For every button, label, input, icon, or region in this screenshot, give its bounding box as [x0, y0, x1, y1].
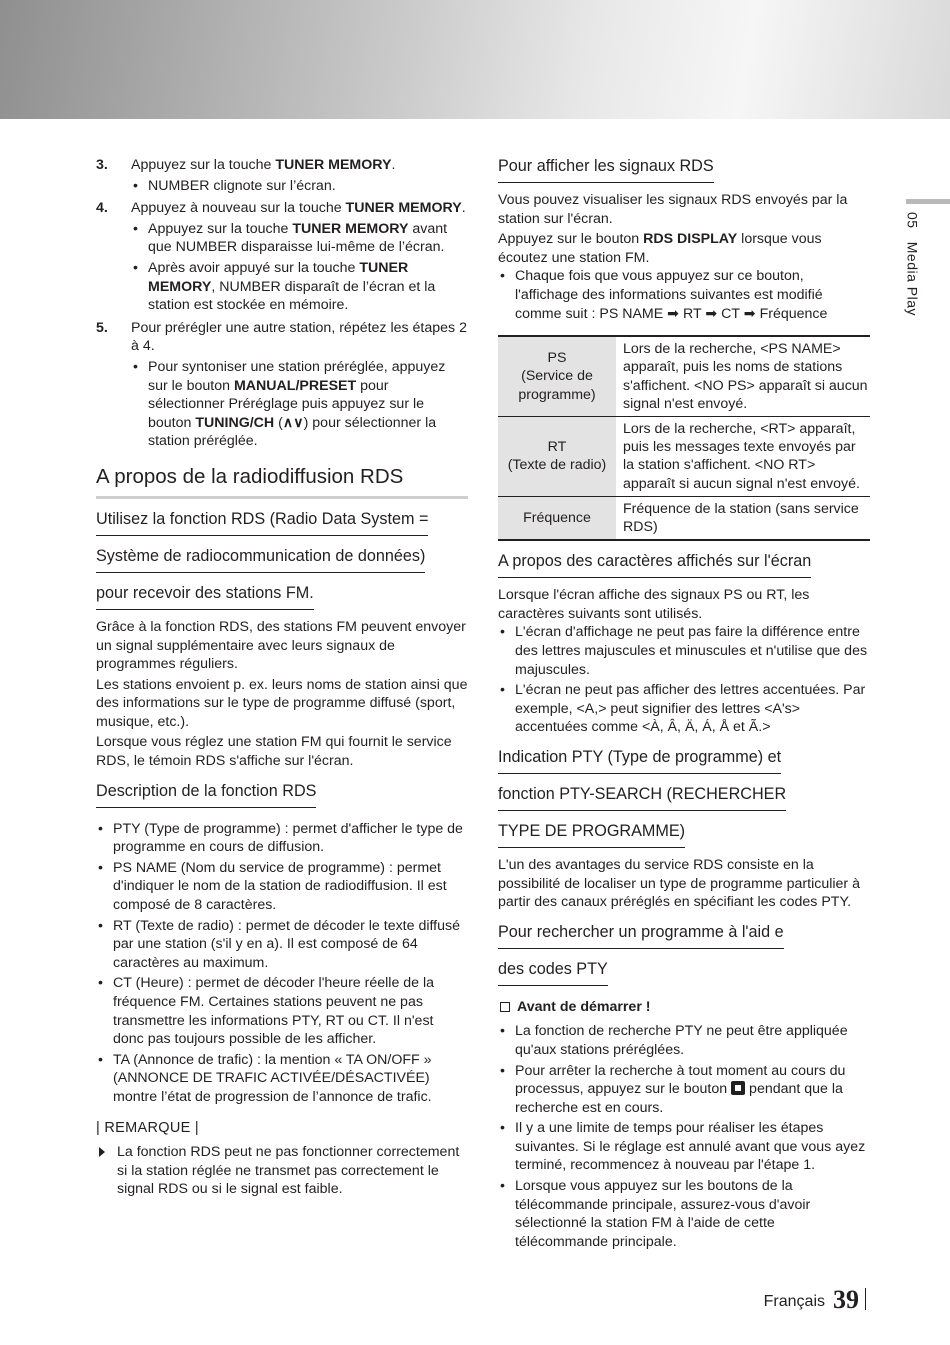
chapter-title: Media Play — [904, 241, 921, 317]
signals-list — [498, 267, 870, 323]
desc-heading-wrap — [96, 781, 468, 808]
stop-button-icon — [731, 1081, 745, 1095]
footer-language: Français — [763, 1293, 825, 1311]
list-item: • RT (Texte de radio) : permet de décoder le texte diffusé par une station (s'il y en a). Il est composé de 64 caractères au maximum. — [96, 917, 468, 973]
list-item: • L'écran ne peut pas afficher des lettres accentuées. Par exemple, <A,> peut signifier des lettres <A's> accentuées comme <À, Â, Ä, Á, Å et Ã.> — [498, 681, 870, 737]
step-4 — [96, 199, 468, 315]
bullet-text: Pour syntoniser une station préréglée, appuyez sur le bouton — [148, 358, 446, 394]
desc-list — [96, 820, 468, 1107]
bullet-text: , NUMBER disparaît de l’écran et la station est stockée en mémoire. — [148, 278, 436, 314]
step-bullet — [131, 220, 468, 257]
page-header-band — [0, 0, 950, 119]
list-item: • Chaque fois que vous appuyez sur ce bouton, l'affichage des informations suivantes est modifié comme suit : PS NAME ➡ RT ➡ CT ➡ Fréquence — [498, 267, 870, 323]
para-text: Appuyez sur le bouton — [498, 231, 644, 248]
step-punct: . — [391, 157, 396, 173]
footer-divider — [865, 1288, 866, 1310]
bullet-key: TUNER MEMORY — [148, 259, 409, 295]
step-5 — [96, 319, 468, 451]
bullet-text: pour sélectionner Préréglage puis appuyez sur le bouton — [148, 377, 425, 431]
pty-heading-line: fonction PTY-SEARCH (RECHERCHER — [498, 784, 786, 811]
chapter-tab-marker — [906, 199, 950, 204]
list-item: • PTY (Type de programme) : permet d'afficher le type de programme en cours de diffusion. — [96, 820, 468, 857]
remark-item — [96, 1143, 468, 1199]
bullet-text: NUMBER clignote sur l’écran. — [148, 177, 336, 194]
remark-text: La fonction RDS peut ne pas fonctionner correctement si la station réglée ne transmet pas correctement le signal RDS ou si le signal est faible. — [117, 1144, 460, 1198]
list-item: • TA (Annonce de trafic) : la mention « TA ON/OFF » (ANNONCE DE TRAFIC ACTIVÉE/DÉSACTIVÉE) montre l’état de progression de l’annonce de trafic. — [96, 1051, 468, 1107]
item-text: Il y a une limite de temps pour réaliser les étapes suivantes. Si le réglage est annulé avant que vous ayez terminé, recommencez à nouveau par l'étape 1. — [515, 1120, 866, 1174]
desc-heading: Description de la fonction RDS — [96, 781, 316, 808]
step-bullet — [131, 358, 468, 451]
item-text: Pour arrêter la recherche à tout moment au cours du processus, appuyez sur le bouton — [515, 1062, 846, 1098]
before-start-note — [498, 998, 870, 1017]
step-text: Pour prérégler une autre station, répétez les étapes 2 à 4. — [131, 319, 467, 355]
step-bullet — [131, 177, 468, 196]
step-text: Appuyez sur la touche — [131, 157, 276, 173]
right-column — [498, 156, 870, 1253]
section-title: A propos de la radiodiffusion RDS — [96, 464, 468, 499]
up-down-arrows-icon: ∧∨ — [282, 414, 304, 431]
signals-heading-wrap — [498, 156, 870, 183]
chars-paragraph: Lorsque l'écran affiche des signaux PS ou RT, les caractères suivants sont utilisés. — [498, 587, 810, 622]
bullet-text: Appuyez sur la touche — [148, 220, 293, 237]
left-column — [96, 156, 468, 1199]
table-row — [498, 416, 870, 496]
list-item — [498, 1022, 870, 1059]
list-item — [498, 1177, 870, 1251]
bullet-text: ( — [274, 414, 283, 431]
step-3 — [96, 156, 468, 195]
remark-title: | REMARQUE | — [96, 1119, 199, 1136]
pty-heading — [498, 747, 870, 848]
search-list — [498, 1022, 870, 1251]
step-key: TUNER MEMORY — [345, 200, 462, 217]
rds-heading — [96, 509, 468, 610]
list-item: • L'écran d'affichage ne peut pas faire la différence entre des lettres majuscules et minuscules et n'utilise que des majuscules. — [498, 623, 870, 679]
intro-paragraph: Les stations envoient p. ex. leurs noms de station ainsi que des informations sur le type de programme diffusé (sport, musique, etc.). — [96, 676, 468, 730]
page-number: 39 — [833, 1285, 859, 1314]
bullet-key: MANUAL/PRESET — [233, 377, 357, 394]
bullet-key: TUNING/CH — [195, 414, 275, 431]
step-key: TUNER MEMORY — [275, 157, 392, 173]
step-bullet — [131, 259, 468, 315]
search-heading-line: Pour rechercher un programme à l'aid e — [498, 922, 784, 949]
signals-paragraph — [498, 230, 870, 267]
rds-heading-line: pour recevoir des stations FM. — [96, 583, 314, 610]
list-item — [498, 1062, 870, 1118]
table-key-cell: RT (Texte de radio) — [498, 416, 617, 496]
rds-info-table — [498, 335, 870, 541]
bullet-text: ) pour sélectionner la station préréglée. — [148, 414, 437, 450]
triangle-right-icon — [99, 1147, 105, 1157]
chars-heading-wrap — [498, 551, 870, 578]
list-item: • PS NAME (Nom du service de programme) : permet d'indiquer le nom de la station de radiodiffusion. Il est composé de 8 caractères. — [96, 859, 468, 915]
step-number: 4. — [96, 200, 108, 217]
table-value-cell: Lors de la recherche, <RT> apparaît, puis les messages texte envoyés par la station s'affichent. <NO RT> apparaît si aucun signal n'est envoyé. — [617, 416, 871, 496]
rds-heading-line: Utilisez la fonction RDS (Radio Data System = — [96, 509, 428, 536]
table-value-cell: Lors de la recherche, <PS NAME> apparaît, puis les noms de stations s'affichent. <NO PS> apparaît si aucun signal n'est envoyé. — [617, 336, 871, 416]
chars-heading: A propos des caractères affichés sur l'écran — [498, 551, 811, 578]
list-item: • CT (Heure) : permet de décoder l'heure réelle de la fréquence FM. Certaines stations peuvent ne pas transmettre les informations PTY, RT ou CT. Il n'est donc pas toujours possible de les afficher. — [96, 974, 468, 1048]
intro-paragraph: Lorsque vous réglez une station FM qui fournit le service RDS, le témoin RDS s'affiche sur l'écran. — [96, 734, 452, 770]
step-punct: . — [461, 200, 466, 217]
pty-heading-line: Indication PTY (Type de programme) et — [498, 747, 781, 774]
step-text: Appuyez à nouveau sur la touche — [131, 200, 346, 217]
para-key: RDS DISPLAY — [643, 231, 738, 248]
item-text: La fonction de recherche PTY ne peut être appliquée qu'aux stations préréglées. — [515, 1023, 848, 1058]
page-footer — [764, 1280, 866, 1314]
signals-heading: Pour afficher les signaux RDS — [498, 156, 714, 183]
search-heading-line: des codes PTY — [498, 959, 608, 986]
item-text: Lorsque vous appuyez sur les boutons de la télécommande principale, assurez-vous d'avoir sélectionné la station FM à l'aide de cette télécommande principale. — [515, 1178, 811, 1250]
step-number: 3. — [96, 157, 108, 173]
chapter-number: 05 — [904, 212, 921, 229]
signals-paragraph: Vous pouvez visualiser les signaux RDS envoyés par la station sur l'écran. — [498, 192, 848, 227]
bullet-text: Après avoir appuyé sur la touche — [148, 259, 360, 276]
table-row — [498, 496, 870, 540]
before-start-text: Avant de démarrer ! — [517, 998, 651, 1015]
step-number: 5. — [96, 319, 108, 336]
intro-paragraph: Grâce à la fonction RDS, des stations FM peuvent envoyer un signal supplémentaire avec leurs signaux de programmes réguliers. — [96, 618, 466, 673]
bullet-key: TUNER MEMORY — [292, 220, 409, 237]
rds-heading-line: Système de radiocommunication de données) — [96, 546, 425, 573]
item-text: pendant que la recherche est en cours. — [515, 1081, 843, 1116]
search-heading — [498, 922, 870, 986]
chapter-side-label — [903, 212, 922, 316]
table-key-cell: PS (Service de programme) — [498, 336, 617, 416]
table-row — [498, 336, 870, 416]
pty-paragraph: L'un des avantages du service RDS consiste en la possibilité de localiser un type de programme particulier à partir des canaux préréglés en spécifiant les codes PTY. — [498, 856, 860, 911]
para-text: lorsque vous écoutez une station FM. — [498, 231, 822, 266]
table-key-cell: Fréquence — [498, 496, 617, 540]
pty-heading-line: TYPE DE PROGRAMME) — [498, 821, 685, 848]
checkbox-icon — [500, 1002, 510, 1012]
list-item — [498, 1119, 870, 1175]
bullet-text: avant que NUMBER disparaisse lui-même de l’écran. — [148, 220, 448, 256]
chars-list — [498, 623, 870, 737]
table-value-cell: Fréquence de la station (sans service RDS) — [617, 496, 871, 540]
